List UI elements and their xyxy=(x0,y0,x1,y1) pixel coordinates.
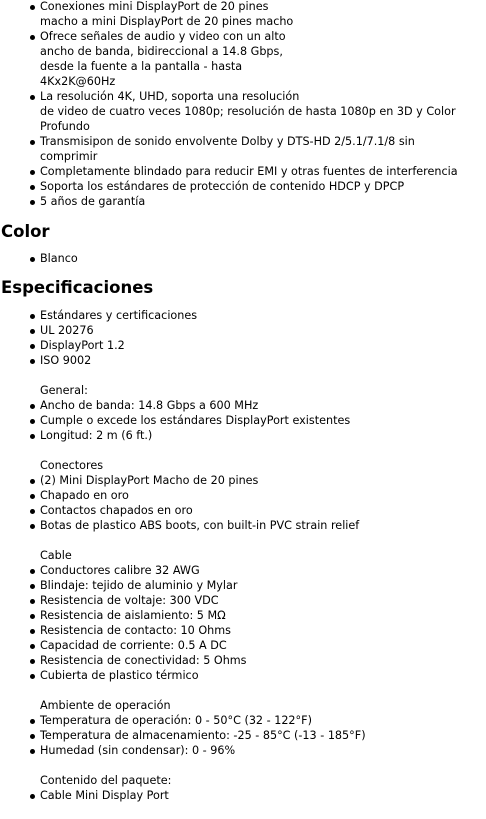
features-list xyxy=(0,0,486,209)
spec-item: Capacidad de corriente: 0.5 A DC xyxy=(40,638,486,653)
spec-item: Resistencia de voltaje: 300 VDC xyxy=(40,593,486,608)
cable-list xyxy=(0,563,486,683)
spec-item: Resistencia de contacto: 10 Ohms xyxy=(40,623,486,638)
color-item: Blanco xyxy=(40,251,486,266)
package-list xyxy=(0,788,486,803)
spec-item: Cable Mini Display Port xyxy=(40,788,486,803)
general-title: General: xyxy=(40,384,88,397)
feature-item: Completamente blindado para reducir EMI y otras fuentes de interferencia xyxy=(40,164,486,179)
spec-item: Blindaje: tejido de aluminio y Mylar xyxy=(40,578,486,593)
spec-item: Cumple o excede los estándares DisplayPort existentes xyxy=(40,413,486,428)
environment-list xyxy=(0,713,486,758)
spec-item: Cubierta de plastico térmico xyxy=(40,668,486,683)
spec-item: UL 20276 xyxy=(40,323,486,338)
spec-item: Humedad (sin condensar): 0 - 96% xyxy=(40,743,486,758)
spec-item: ISO 9002 xyxy=(40,353,486,368)
package-title: Contenido del paquete: xyxy=(40,774,172,787)
spec-item: Longitud: 2 m (6 ft.) xyxy=(40,428,486,443)
spec-item: DisplayPort 1.2 xyxy=(40,338,486,353)
environment-title: Ambiente de operación xyxy=(40,699,171,712)
general-list xyxy=(0,398,486,443)
feature-item: Soporta los estándares de protección de contenido HDCP y DPCP xyxy=(40,179,486,194)
connectors-list xyxy=(0,473,486,533)
spec-item: Conductores calibre 32 AWG xyxy=(40,563,486,578)
connectors-title: Conectores xyxy=(40,459,104,472)
color-heading: Color xyxy=(1,222,50,241)
specs-heading: Especificaciones xyxy=(1,278,154,297)
standards-list xyxy=(0,308,486,368)
feature-item: Ofrece señales de audio y video con un alto ancho de banda, bidireccional a 14.8 Gbps, desde la fuente a la pantalla - hasta 4Kx2K@60Hz xyxy=(40,29,486,89)
spec-item: Temperatura de operación: 0 - 50°C (32 - 122°F) xyxy=(40,713,486,728)
spec-item: Resistencia de aislamiento: 5 MΩ xyxy=(40,608,486,623)
spec-item: Ancho de banda: 14.8 Gbps a 600 MHz xyxy=(40,398,486,413)
color-list xyxy=(0,251,486,266)
cable-title: Cable xyxy=(40,549,72,562)
feature-item: Transmisipon de sonido envolvente Dolby y DTS-HD 2/5.1/7.1/8 sin comprimir xyxy=(40,134,486,164)
feature-item: 5 años de garantía xyxy=(40,194,486,209)
spec-item: Contactos chapados en oro xyxy=(40,503,486,518)
spec-item: Botas de plastico ABS boots, con built-in PVC strain relief xyxy=(40,518,486,533)
spec-item: (2) Mini DisplayPort Macho de 20 pines xyxy=(40,473,486,488)
spec-item: Temperatura de almacenamiento: -25 - 85°C (-13 - 185°F) xyxy=(40,728,486,743)
feature-item: La resolución 4K, UHD, soporta una resolución de video de cuatro veces 1080p; resolución de hasta 1080p en 3D y Color Profundo xyxy=(40,89,486,134)
spec-item: Resistencia de conectividad: 5 Ohms xyxy=(40,653,486,668)
spec-item: Chapado en oro xyxy=(40,488,486,503)
spec-item: Estándares y certificaciones xyxy=(40,308,486,323)
feature-item: Conexiones mini DisplayPort de 20 pines macho a mini DisplayPort de 20 pines macho xyxy=(40,0,486,29)
